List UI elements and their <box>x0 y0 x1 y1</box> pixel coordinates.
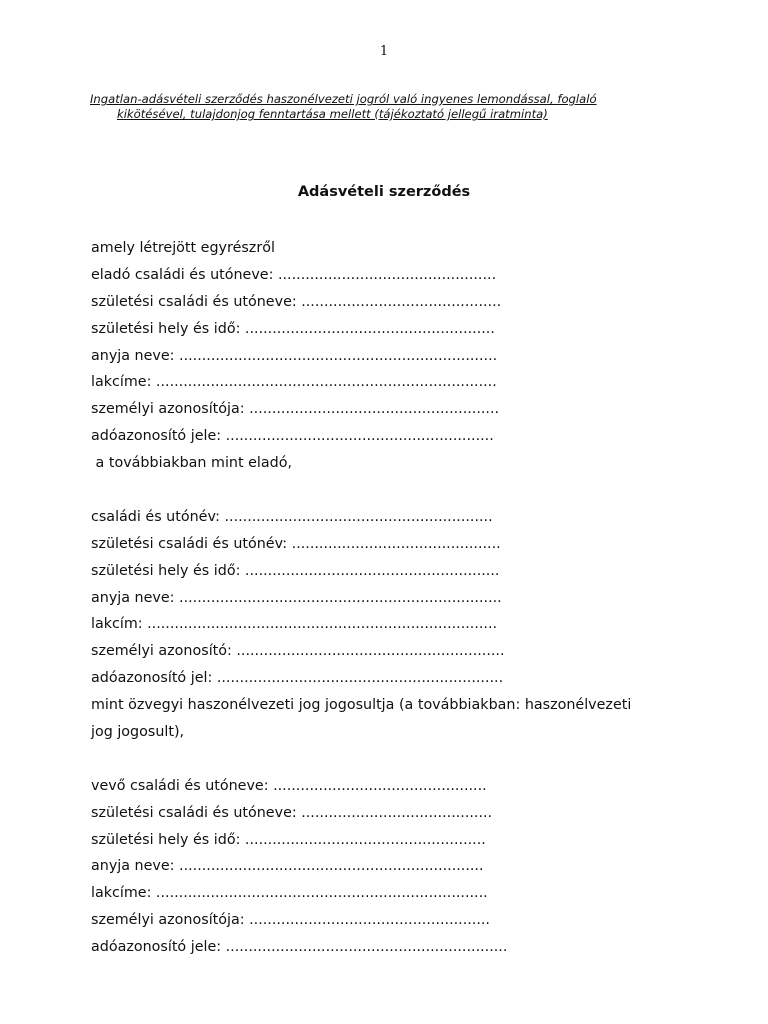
buyer-field: vevő családi és utóneve: ............................................... <box>91 777 487 794</box>
seller-field: lakcíme: ........................................................................... <box>91 374 497 391</box>
seller-section <box>91 262 711 477</box>
usufructuary-field: születési hely és idő: ........................................................ <box>91 562 500 579</box>
section-spacer <box>91 746 711 773</box>
subtitle-line-2: kikötésével, tulajdonjog fenntartása mellett (tájékoztató jellegű iratminta) <box>117 107 548 121</box>
seller-field: születési hely és idő: ....................................................... <box>91 320 495 337</box>
usufructuary-section <box>91 504 711 746</box>
document-body <box>91 235 711 961</box>
subtitle-line-1: Ingatlan-adásvételi szerződés haszonélvezeti jogról való ingyenes lemondással, foglaló <box>90 92 597 106</box>
buyer-field: anyja neve: ................................................................... <box>91 858 484 875</box>
buyer-section <box>91 773 711 961</box>
section-spacer <box>91 477 711 504</box>
buyer-field: lakcíme: ......................................................................... <box>91 885 488 902</box>
seller-field: anyja neve: ...................................................................... <box>91 347 498 364</box>
seller-field: születési családi és utóneve: ............................................ <box>91 293 502 310</box>
page-number: 1 <box>379 44 389 59</box>
usufructuary-role-line: jog jogosult), <box>91 724 185 741</box>
usufructuary-field: születési családi és utónév: .............................................. <box>91 535 501 552</box>
usufructuary-field: családi és utónév: ........................................................... <box>91 508 493 525</box>
document-title: Adásvételi szerződés <box>297 184 471 200</box>
usufructuary-field: adóazonosító jel: ............................................................... <box>91 670 504 687</box>
intro-line: amely létrejött egyrészről <box>91 240 275 256</box>
buyer-field: születési hely és idő: ..................................................... <box>91 831 486 848</box>
usufructuary-field: lakcím: ............................................................................. <box>91 616 498 633</box>
usufructuary-field: anyja neve: ....................................................................... <box>91 589 502 606</box>
buyer-field: adóazonosító jele: .............................................................. <box>91 939 508 956</box>
usufructuary-role-line: mint özvegyi haszonélvezeti jog jogosultja (a továbbiakban: haszonélvezeti <box>91 697 632 714</box>
seller-role-line: a továbbiakban mint eladó, <box>91 455 293 472</box>
document-subtitle <box>90 92 680 122</box>
buyer-field: születési családi és utóneve: .......................................... <box>91 804 493 821</box>
seller-field: adóazonosító jele: ........................................................... <box>91 428 494 445</box>
seller-field: eladó családi és utóneve: ................................................ <box>91 266 497 283</box>
usufructuary-field: személyi azonosító: ........................................................... <box>91 643 505 660</box>
buyer-field: személyi azonosítója: ..................................................... <box>91 912 490 929</box>
seller-field: személyi azonosítója: ....................................................... <box>91 401 500 418</box>
